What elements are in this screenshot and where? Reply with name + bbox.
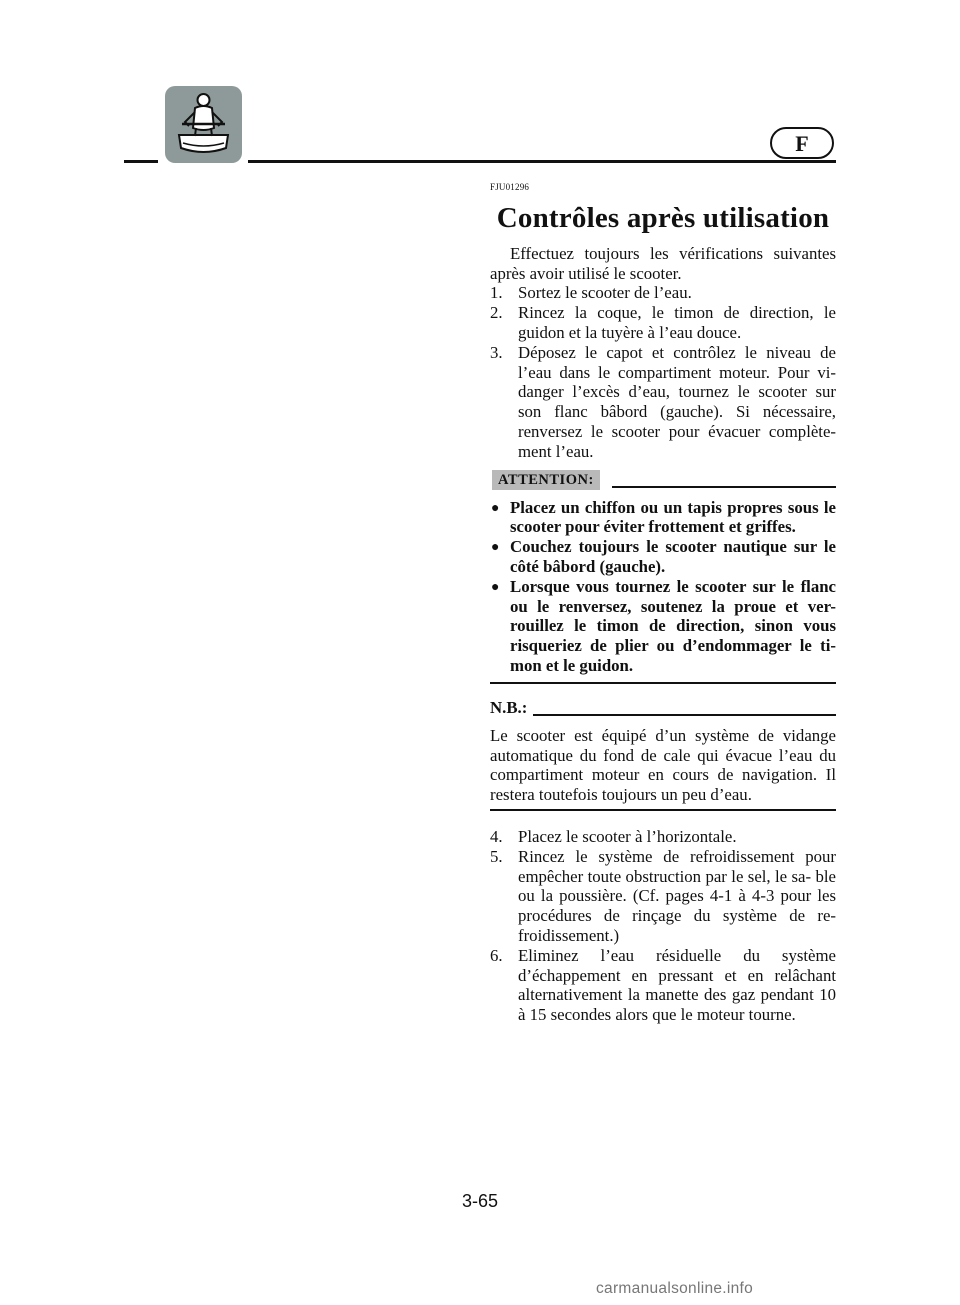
attention-list xyxy=(490,498,836,676)
content-column xyxy=(490,178,836,1025)
step-text: Sortez le scooter de l’eau. xyxy=(518,283,692,303)
list-item xyxy=(490,577,836,676)
header-rule-right xyxy=(248,160,836,163)
section-code: FJU01296 xyxy=(490,182,530,192)
step-number: 6. xyxy=(490,945,503,965)
bullet-icon: ● xyxy=(491,579,500,595)
attention-header xyxy=(490,470,836,490)
step-text: Placez le scooter à l’horizontale. xyxy=(518,826,737,846)
intro-paragraph: Effectuez toujours les vérifications suivantes après avoir utilisé le scooter. xyxy=(490,243,836,283)
attention-text: Lorsque vous tournez le scooter sur le flanc ou le renversez, soutenez la proue et ver- rouillez le timon de direction, sinon vous risqueriez de plier ou d’endommager le ti- mon et le guidon. xyxy=(510,576,836,675)
watermark: carmanualsonline.info xyxy=(596,1280,754,1297)
jet-ski-rider-icon xyxy=(165,86,242,163)
attention-end-rule xyxy=(490,682,836,684)
list-item xyxy=(490,537,836,577)
list-item xyxy=(490,498,836,538)
bullet-icon: ● xyxy=(491,540,500,556)
language-badge: F xyxy=(770,127,834,159)
note-text: Le scooter est équipé d’un système de vidange automatique du fond de cale qui évacue l’eau du compartiment moteur en cours de navigation. Il restera toutefois toujours un peu d’eau. xyxy=(490,725,836,805)
list-item xyxy=(490,303,836,343)
note-header xyxy=(490,698,836,718)
steps-list-b xyxy=(490,827,836,1025)
step-number: 4. xyxy=(490,826,503,846)
page-number: 3-65 xyxy=(461,1191,499,1211)
attention-label: ATTENTION: xyxy=(492,470,600,490)
step-number: 2. xyxy=(490,303,503,323)
list-item xyxy=(490,847,836,946)
note-label: N.B.: xyxy=(490,697,528,717)
step-text: Déposez le capot et contrôlez le niveau de l’eau dans le compartiment moteur. Pour vi- danger l’excès d’eau, tournez le scooter sur son flanc bâbord (gauche). Si nécessaire, renversez le scooter pour évacuer complète- ment l’eau. xyxy=(518,342,836,461)
list-item xyxy=(490,283,836,303)
step-text: Rincez le système de refroidissement pour empêcher toute obstruction par le sel, le sa- ble ou la poussière. (Cf. pages 4-1 à 4-3 pour les procédures de rinçage du système de re- froidissement.) xyxy=(518,846,836,945)
step-number: 3. xyxy=(490,342,503,362)
step-text: Eliminez l’eau résiduelle du système d’échappement en pressant et en relâchant alternativement la manette des gaz pendant 10 à 15 secondes alors que le moteur tourne. xyxy=(518,945,836,1025)
list-item xyxy=(490,827,836,847)
list-item xyxy=(490,343,836,462)
step-number: 1. xyxy=(490,283,503,303)
attention-rule xyxy=(612,486,836,488)
note-rule xyxy=(533,714,836,716)
header-rule-left xyxy=(124,160,158,163)
bullet-icon: ● xyxy=(491,500,500,516)
steps-list-a xyxy=(490,283,836,461)
attention-text: Placez un chiffon ou un tapis propres sous le scooter pour éviter frottement et griffes. xyxy=(510,497,836,537)
step-number: 5. xyxy=(490,846,503,866)
section-title: Contrôles après utilisation xyxy=(496,201,830,234)
list-item xyxy=(490,946,836,1025)
attention-text: Couchez toujours le scooter nautique sur le côté bâbord (gauche). xyxy=(510,537,836,576)
note-end-rule xyxy=(490,809,836,811)
step-text: Rincez la coque, le timon de direction, le guidon et la tuyère à l’eau douce. xyxy=(518,303,836,342)
